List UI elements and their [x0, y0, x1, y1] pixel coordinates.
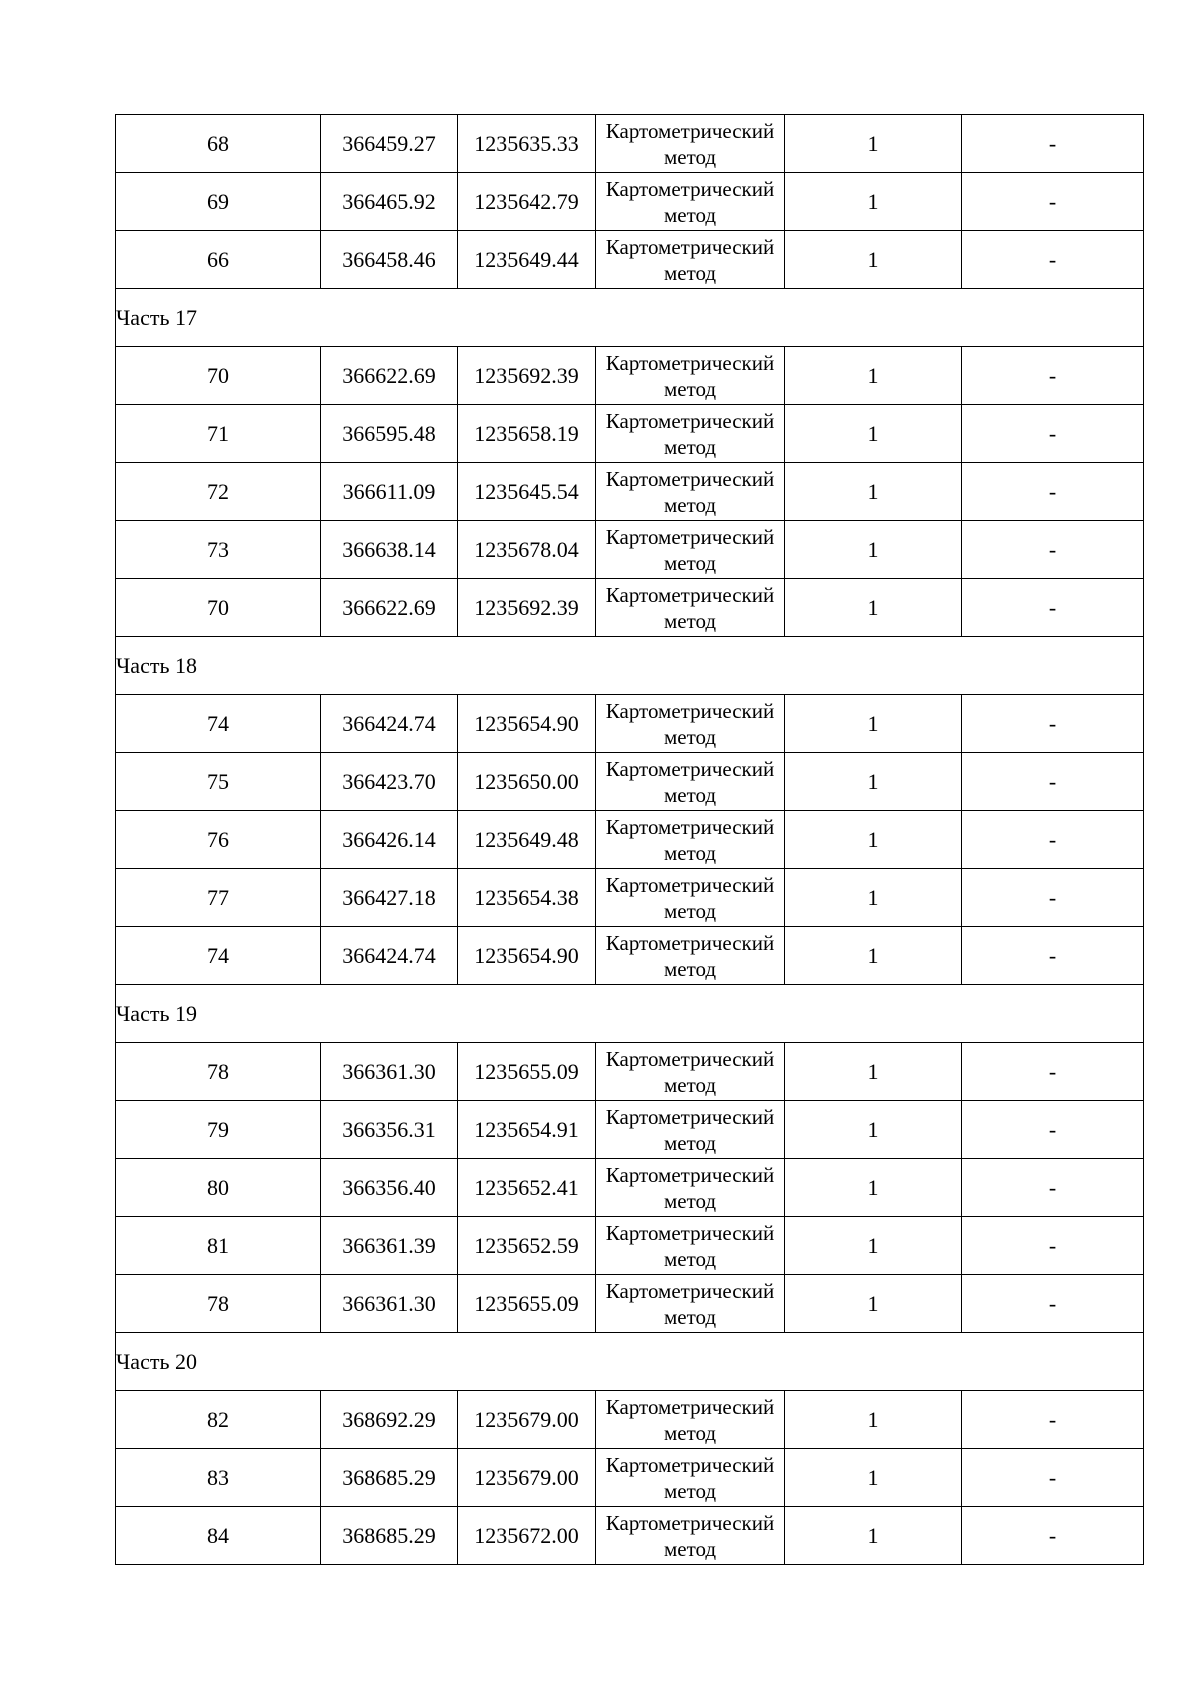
coordinate-y: 1235655.09 — [458, 1275, 596, 1333]
point-number: 72 — [116, 463, 321, 521]
accuracy-value: 1 — [785, 1391, 962, 1449]
table-row — [116, 463, 1144, 521]
table-row — [116, 695, 1144, 753]
part-label: Часть 20 — [116, 1333, 1144, 1391]
point-number: 74 — [116, 927, 321, 985]
table-row — [116, 1159, 1144, 1217]
table-row — [116, 1101, 1144, 1159]
note-value: - — [962, 869, 1144, 927]
note-value: - — [962, 1391, 1144, 1449]
table-row — [116, 173, 1144, 231]
determination-method: Картометрический метод — [596, 231, 785, 289]
determination-method: Картометрический метод — [596, 1101, 785, 1159]
coordinate-x: 366465.92 — [321, 173, 458, 231]
note-value: - — [962, 1159, 1144, 1217]
determination-method: Картометрический метод — [596, 347, 785, 405]
note-value: - — [962, 695, 1144, 753]
note-value: - — [962, 115, 1144, 173]
table-row — [116, 1391, 1144, 1449]
coordinate-x: 366361.30 — [321, 1275, 458, 1333]
point-number: 70 — [116, 347, 321, 405]
table-row — [116, 115, 1144, 173]
coordinate-x: 366424.74 — [321, 695, 458, 753]
coordinate-y: 1235692.39 — [458, 579, 596, 637]
point-number: 71 — [116, 405, 321, 463]
coordinate-x: 366622.69 — [321, 579, 458, 637]
coordinate-x: 366458.46 — [321, 231, 458, 289]
coordinate-y: 1235652.59 — [458, 1217, 596, 1275]
accuracy-value: 1 — [785, 1101, 962, 1159]
coordinate-x: 368685.29 — [321, 1449, 458, 1507]
coordinate-y: 1235678.04 — [458, 521, 596, 579]
part-header-row — [116, 289, 1144, 347]
coordinate-x: 368692.29 — [321, 1391, 458, 1449]
note-value: - — [962, 463, 1144, 521]
table-row — [116, 811, 1144, 869]
coordinate-x: 366361.39 — [321, 1217, 458, 1275]
part-label: Часть 17 — [116, 289, 1144, 347]
coordinate-x: 366622.69 — [321, 347, 458, 405]
table-row — [116, 869, 1144, 927]
coordinate-x: 366356.31 — [321, 1101, 458, 1159]
accuracy-value: 1 — [785, 231, 962, 289]
accuracy-value: 1 — [785, 753, 962, 811]
accuracy-value: 1 — [785, 695, 962, 753]
table-row — [116, 1507, 1144, 1565]
determination-method: Картометрический метод — [596, 1043, 785, 1101]
note-value: - — [962, 1507, 1144, 1565]
note-value: - — [962, 579, 1144, 637]
coordinate-y: 1235652.41 — [458, 1159, 596, 1217]
coordinate-x: 366424.74 — [321, 927, 458, 985]
part-header-row — [116, 985, 1144, 1043]
point-number: 74 — [116, 695, 321, 753]
determination-method: Картометрический метод — [596, 521, 785, 579]
accuracy-value: 1 — [785, 1449, 962, 1507]
point-number: 81 — [116, 1217, 321, 1275]
accuracy-value: 1 — [785, 1275, 962, 1333]
accuracy-value: 1 — [785, 579, 962, 637]
coordinate-x: 368685.29 — [321, 1507, 458, 1565]
note-value: - — [962, 753, 1144, 811]
note-value: - — [962, 405, 1144, 463]
part-label: Часть 18 — [116, 637, 1144, 695]
coordinate-y: 1235650.00 — [458, 753, 596, 811]
accuracy-value: 1 — [785, 463, 962, 521]
determination-method: Картометрический метод — [596, 1507, 785, 1565]
point-number: 84 — [116, 1507, 321, 1565]
point-number: 75 — [116, 753, 321, 811]
coordinates-table — [115, 114, 1144, 1565]
determination-method: Картометрический метод — [596, 811, 785, 869]
determination-method: Картометрический метод — [596, 463, 785, 521]
note-value: - — [962, 173, 1144, 231]
coordinate-x: 366423.70 — [321, 753, 458, 811]
note-value: - — [962, 927, 1144, 985]
coordinate-y: 1235679.00 — [458, 1391, 596, 1449]
determination-method: Картометрический метод — [596, 869, 785, 927]
note-value: - — [962, 521, 1144, 579]
coordinate-x: 366459.27 — [321, 115, 458, 173]
determination-method: Картометрический метод — [596, 927, 785, 985]
coordinate-y: 1235642.79 — [458, 173, 596, 231]
accuracy-value: 1 — [785, 869, 962, 927]
coordinate-x: 366638.14 — [321, 521, 458, 579]
determination-method: Картометрический метод — [596, 1449, 785, 1507]
note-value: - — [962, 1449, 1144, 1507]
determination-method: Картометрический метод — [596, 1217, 785, 1275]
table-row — [116, 1217, 1144, 1275]
note-value: - — [962, 1275, 1144, 1333]
table-row — [116, 1275, 1144, 1333]
coordinate-y: 1235654.90 — [458, 695, 596, 753]
table-row — [116, 753, 1144, 811]
accuracy-value: 1 — [785, 1507, 962, 1565]
point-number: 82 — [116, 1391, 321, 1449]
point-number: 78 — [116, 1275, 321, 1333]
note-value: - — [962, 347, 1144, 405]
note-value: - — [962, 1101, 1144, 1159]
determination-method: Картометрический метод — [596, 753, 785, 811]
coordinate-y: 1235655.09 — [458, 1043, 596, 1101]
table-row — [116, 1043, 1144, 1101]
coordinate-y: 1235672.00 — [458, 1507, 596, 1565]
point-number: 66 — [116, 231, 321, 289]
note-value: - — [962, 231, 1144, 289]
point-number: 77 — [116, 869, 321, 927]
point-number: 68 — [116, 115, 321, 173]
coordinate-y: 1235679.00 — [458, 1449, 596, 1507]
determination-method: Картометрический метод — [596, 1391, 785, 1449]
coordinate-x: 366427.18 — [321, 869, 458, 927]
determination-method: Картометрический метод — [596, 695, 785, 753]
part-label: Часть 19 — [116, 985, 1144, 1043]
point-number: 76 — [116, 811, 321, 869]
determination-method: Картометрический метод — [596, 1275, 785, 1333]
accuracy-value: 1 — [785, 173, 962, 231]
table-row — [116, 927, 1144, 985]
accuracy-value: 1 — [785, 347, 962, 405]
coordinate-x: 366426.14 — [321, 811, 458, 869]
part-header-row — [116, 637, 1144, 695]
coordinate-y: 1235649.48 — [458, 811, 596, 869]
point-number: 79 — [116, 1101, 321, 1159]
coordinate-y: 1235645.54 — [458, 463, 596, 521]
coordinate-x: 366356.40 — [321, 1159, 458, 1217]
table-row — [116, 521, 1144, 579]
table-row — [116, 231, 1144, 289]
note-value: - — [962, 1043, 1144, 1101]
coordinate-y: 1235658.19 — [458, 405, 596, 463]
determination-method: Картометрический метод — [596, 579, 785, 637]
accuracy-value: 1 — [785, 811, 962, 869]
accuracy-value: 1 — [785, 115, 962, 173]
accuracy-value: 1 — [785, 405, 962, 463]
accuracy-value: 1 — [785, 521, 962, 579]
table-row — [116, 347, 1144, 405]
accuracy-value: 1 — [785, 1217, 962, 1275]
accuracy-value: 1 — [785, 927, 962, 985]
coordinate-y: 1235692.39 — [458, 347, 596, 405]
point-number: 69 — [116, 173, 321, 231]
coordinate-y: 1235654.91 — [458, 1101, 596, 1159]
coordinate-y: 1235649.44 — [458, 231, 596, 289]
point-number: 78 — [116, 1043, 321, 1101]
determination-method: Картометрический метод — [596, 405, 785, 463]
table-row — [116, 1449, 1144, 1507]
note-value: - — [962, 1217, 1144, 1275]
point-number: 83 — [116, 1449, 321, 1507]
part-header-row — [116, 1333, 1144, 1391]
determination-method: Картометрический метод — [596, 115, 785, 173]
coordinate-x: 366595.48 — [321, 405, 458, 463]
table-row — [116, 405, 1144, 463]
point-number: 70 — [116, 579, 321, 637]
determination-method: Картометрический метод — [596, 1159, 785, 1217]
coordinate-y: 1235635.33 — [458, 115, 596, 173]
coordinate-x: 366611.09 — [321, 463, 458, 521]
point-number: 80 — [116, 1159, 321, 1217]
note-value: - — [962, 811, 1144, 869]
coordinate-y: 1235654.90 — [458, 927, 596, 985]
table-row — [116, 579, 1144, 637]
coordinate-y: 1235654.38 — [458, 869, 596, 927]
point-number: 73 — [116, 521, 321, 579]
accuracy-value: 1 — [785, 1159, 962, 1217]
coordinates-table-body — [116, 115, 1144, 1565]
accuracy-value: 1 — [785, 1043, 962, 1101]
coordinate-x: 366361.30 — [321, 1043, 458, 1101]
determination-method: Картометрический метод — [596, 173, 785, 231]
